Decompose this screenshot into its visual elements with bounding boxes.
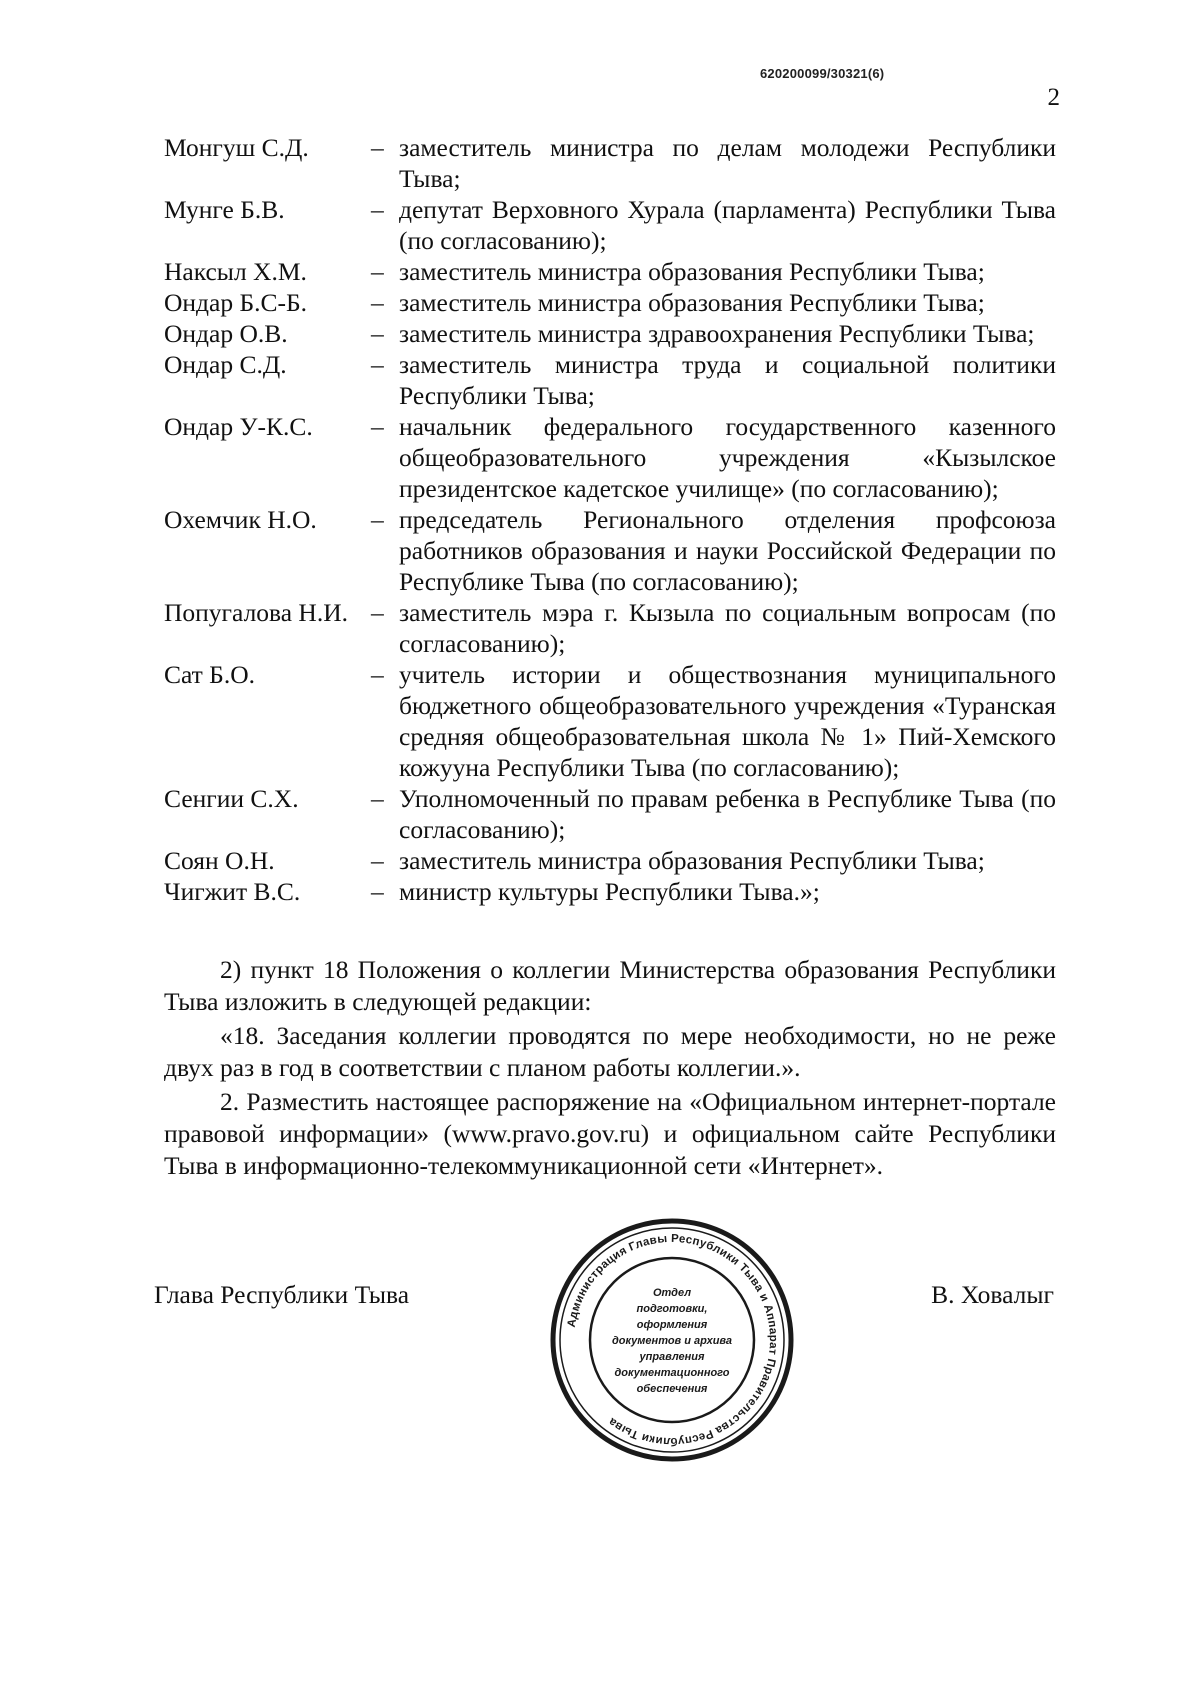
member-name: Ондар О.В. xyxy=(164,319,288,348)
member-dash: – xyxy=(371,877,384,906)
member-role: заместитель министра здравоохранения Республики Тыва; xyxy=(399,319,1035,348)
member-role: начальник федерального государственного казенного общеобразовательного учреждения «Кызылское президентское кадетское училище» (по согласованию); xyxy=(399,412,1056,503)
member-name: Ондар Б.С-Б. xyxy=(164,288,308,317)
member-name: Попугалова Н.И. xyxy=(164,598,349,627)
member-role: заместитель министра образования Республики Тыва; xyxy=(399,846,985,875)
member-role: председатель Регионального отделения профсоюза работников образования и науки Российской Федерации по Республике Тыва (по согласованию); xyxy=(399,505,1056,596)
member-row xyxy=(164,876,1056,907)
member-row xyxy=(164,504,1056,597)
seal-stamp-icon xyxy=(548,1216,796,1464)
member-row xyxy=(164,845,1056,876)
member-name: Монгуш С.Д. xyxy=(164,133,309,162)
member-row xyxy=(164,318,1056,349)
member-dash: – xyxy=(371,660,384,689)
signatory-name: В. Ховалыг xyxy=(931,1280,1054,1309)
seal-center-line: подготовки, xyxy=(636,1303,708,1315)
member-dash: – xyxy=(371,846,384,875)
seal-center-line: документационного xyxy=(614,1367,730,1379)
member-name: Охемчик Н.О. xyxy=(164,505,317,534)
member-name: Соян О.Н. xyxy=(164,846,275,875)
seal-center-line: Отдел xyxy=(652,1287,692,1299)
member-name: Ондар С.Д. xyxy=(164,350,287,379)
member-role: Уполномоченный по правам ребенка в Республике Тыва (по согласованию); xyxy=(399,784,1056,844)
member-dash: – xyxy=(371,350,384,379)
member-dash: – xyxy=(371,784,384,813)
member-name: Наксыл Х.М. xyxy=(164,257,307,286)
member-name: Сат Б.О. xyxy=(164,660,255,689)
commission-members-list xyxy=(164,132,1056,907)
signatory-title: Глава Республики Тыва xyxy=(154,1280,410,1309)
official-seal xyxy=(548,1216,796,1464)
seal-center-line: обеспечения xyxy=(636,1383,708,1395)
member-row xyxy=(164,783,1056,845)
member-dash: – xyxy=(371,412,384,441)
page-number: 2 xyxy=(1047,84,1060,111)
member-dash: – xyxy=(371,257,384,286)
member-dash: – xyxy=(371,319,384,348)
member-role: заместитель министра по делам молодежи Республики Тыва; xyxy=(399,133,1056,193)
member-role: заместитель министра труда и социальной политики Республики Тыва; xyxy=(399,350,1056,410)
paragraph-amendment: 2) пункт 18 Положения о коллегии Министерства образования Республики Тыва изложить в следующей редакции: xyxy=(164,955,1056,1016)
member-row xyxy=(164,194,1056,256)
member-role: заместитель министра образования Республики Тыва; xyxy=(399,288,985,317)
member-role: заместитель мэра г. Кызыла по социальным вопросам (по согласованию); xyxy=(399,598,1056,658)
document-code: 620200099/30321(6) xyxy=(760,66,885,81)
member-row xyxy=(164,411,1056,504)
member-dash: – xyxy=(371,195,384,224)
member-dash: – xyxy=(371,288,384,317)
member-dash: – xyxy=(371,133,384,162)
member-name: Сенгии С.Х. xyxy=(164,784,299,813)
seal-center-line: документов и архива xyxy=(611,1335,733,1347)
document-body xyxy=(164,954,1056,1184)
paragraph-quote: «18. Заседания коллегии проводятся по мере необходимости, но не реже двух раз в год в соответствии с планом работы коллегии.». xyxy=(164,1021,1056,1082)
member-row xyxy=(164,287,1056,318)
member-row xyxy=(164,256,1056,287)
member-row xyxy=(164,659,1056,783)
member-name: Ондар У-К.С. xyxy=(164,412,313,441)
member-role: учитель истории и обществознания муниципального бюджетного общеобразовательного учреждения «Туранская средняя общеобразовательная школа № 1» Пий-Хемского кожууна Республики Тыва (по согласованию); xyxy=(399,660,1056,782)
paragraph-publication: 2. Разместить настоящее распоряжение на «Официальном интернет-портале правовой информации» (www.pravo.gov.ru) и официальном сайте Республики Тыва в информационно-телекоммуникационной сети «Интернет». xyxy=(164,1087,1056,1180)
member-dash: – xyxy=(371,505,384,534)
seal-center-line: оформления xyxy=(636,1319,708,1331)
member-role: заместитель министра образования Республики Тыва; xyxy=(399,257,985,286)
member-name: Чигжит В.С. xyxy=(164,877,301,906)
seal-center-line: управления xyxy=(639,1351,705,1363)
member-row xyxy=(164,349,1056,411)
member-name: Мунге Б.В. xyxy=(164,195,285,224)
member-dash: – xyxy=(371,598,384,627)
member-role: депутат Верховного Хурала (парламента) Республики Тыва (по согласованию); xyxy=(399,195,1056,255)
member-role: министр культуры Республики Тыва.»; xyxy=(399,877,820,906)
member-row xyxy=(164,597,1056,659)
seal-ring-text: Администрация Главы Республики Тыва и Аппарат Правительства Республики Тыва xyxy=(565,1232,780,1448)
member-row xyxy=(164,132,1056,194)
